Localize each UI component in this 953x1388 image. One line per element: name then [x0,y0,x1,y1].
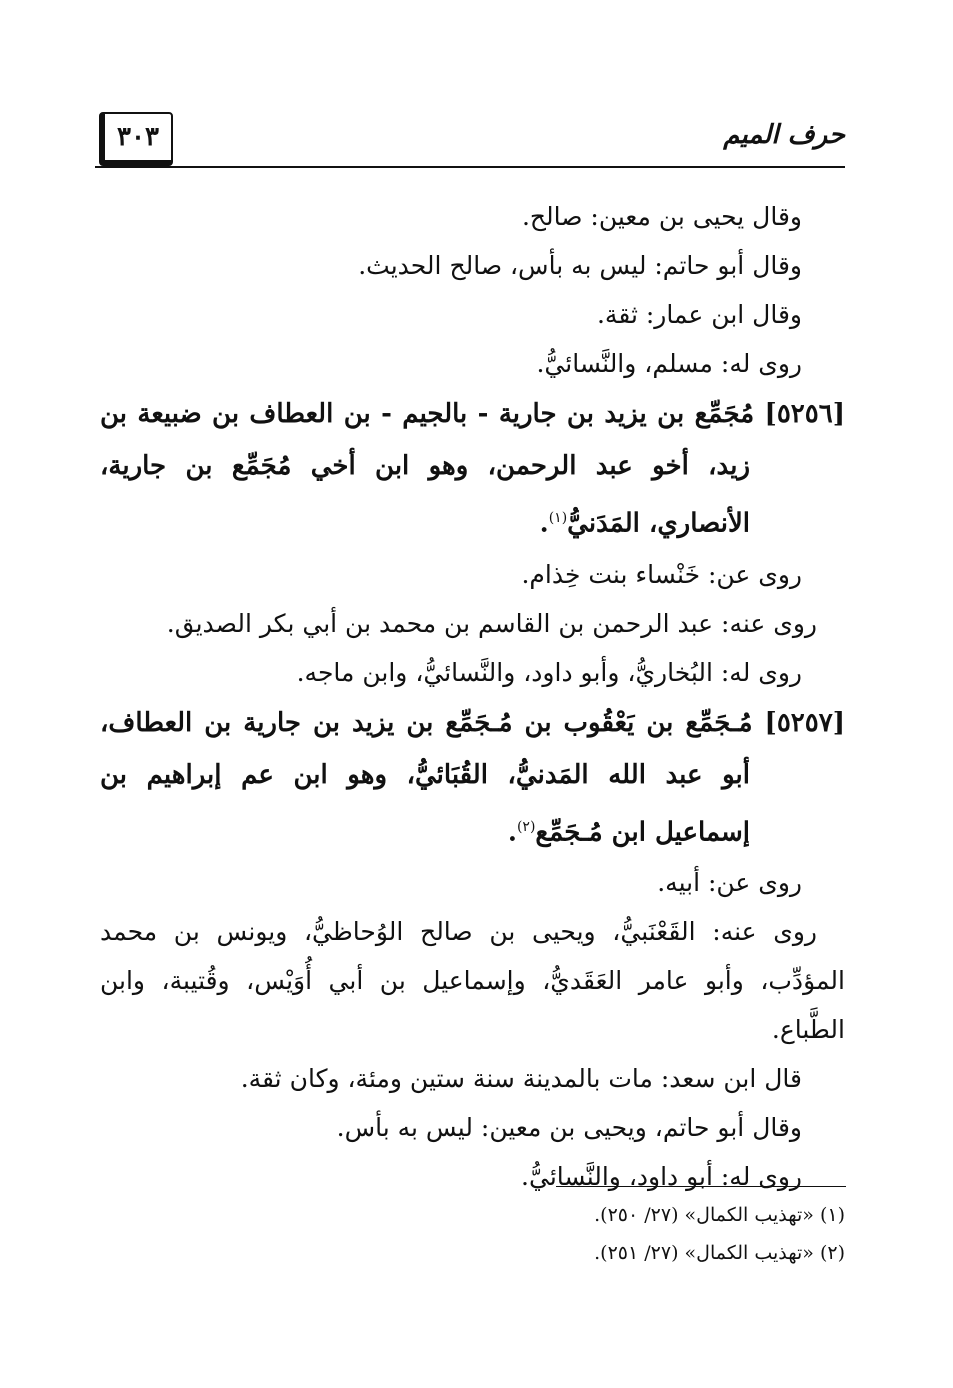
header-rule [95,166,845,168]
entry-heading-end: . [507,817,517,848]
text-line: قال ابن سعد: مات بالمدينة سنة ستين ومئة، وكان ثقة. [240,1064,802,1094]
page-header [95,108,845,178]
text-line: روى له: البُخاريُّ، وأبو داود، والنَّسائيُّ، وابن ماجه. [296,657,802,687]
page-number-box [99,112,173,166]
text-line: روى عنه: عبد الرحمن بن القاسم بن محمد بن أبي بكر الصديق. [166,608,817,638]
footnote-2: (٢) «تهذيب الكمال» (٢٧/ ٢٥١). [594,1242,845,1264]
text-line: وقال يحيى بن معين: صالح. [521,202,802,231]
footnote-1: (١) «تهذيب الكمال» (٢٧/ ٢٥٠). [594,1204,845,1226]
entry-heading-5256 [100,388,845,550]
page-number: ٣٠٣ [117,122,159,152]
entry-heading-5257 [100,697,845,859]
footnote-ref-2: (٢) [516,818,536,835]
text-line: وقال أبو حاتم: ليس به بأس، صالح الحديث. [358,251,802,280]
entry-heading-end: . [539,508,549,539]
running-title: حرف الميم [723,120,845,150]
footnote-ref-1: (١) [548,510,568,526]
entry-heading-text: [٥٢٥٧] مُـجَمِّع بن يَعْقُوب بن مُـجَمِّع بن يزيد بن جارية بن العطاف، أبو عبد الله المَدنيُّ، القُبَائيُّ، وهو ابن عم إبراهيم بن إسماعيل ابن مُـجَمِّع [100,707,845,848]
text-line: روى عن: أبيه. [657,868,802,898]
text-line: روى عن: خَنْساء بنت خِذام. [521,559,802,589]
footnote-rule [556,1186,846,1187]
text-line: روى له: مسلم، والنَّسائيُّ. [536,349,802,378]
text-line: روى له: أبو داود، والنَّسائيُّ. [521,1162,802,1192]
main-text [100,192,845,1201]
text-line: وقال ابن عمار: ثقة. [596,300,802,329]
text-line: وقال أبو حاتم، ويحيى بن معين: ليس به بأس. [336,1113,802,1143]
entry-heading-text: [٥٢٥٦] مُجَمِّع بن يزيد بن جارية - بالجيم - بن العطاف بن ضبيعة بن زيد، أخو عبد الرحمن، وهو ابن أخي مُجَمِّع بن جارية، الأنصاري، المَدَنيُّ [100,399,845,539]
text-paragraph: روى عنه: القَعْنَبيُّ، ويحيى بن صالح الوُحاظيُّ، ويونس بن محمد المؤدِّب، وأبو عامر العَقَديُّ، وإسماعيل بن أبي أُوَيْس، وقُتيبة، وابن الطَّباع. [100,917,845,1045]
footnotes [400,1196,845,1272]
